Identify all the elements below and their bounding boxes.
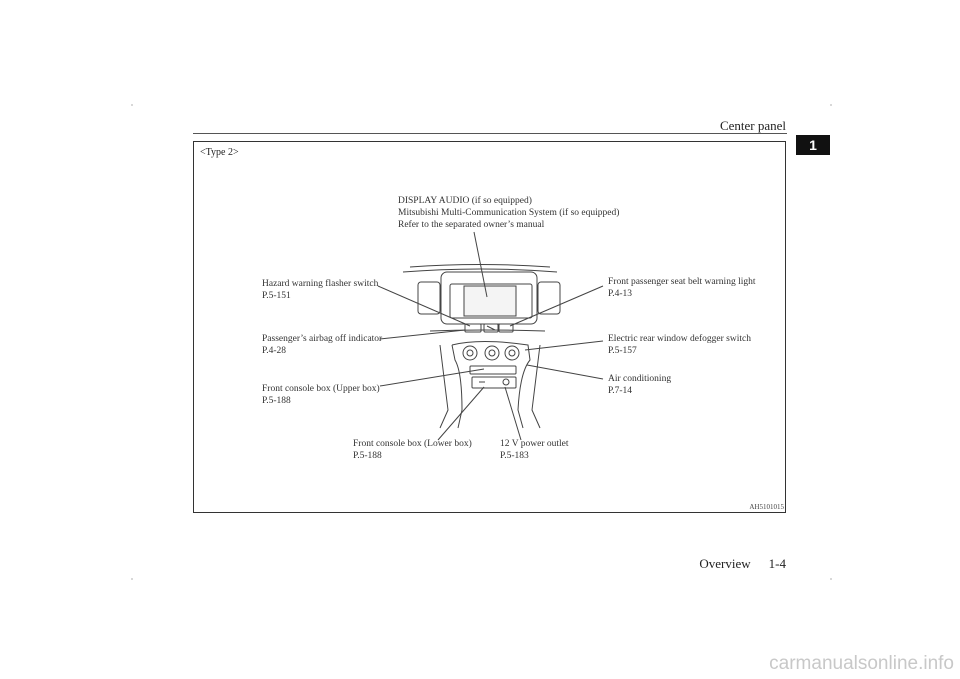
callout-hazard-switch: Hazard warning flasher switch P.5-151 bbox=[262, 279, 379, 301]
callout-air-conditioning: Air conditioning P.7-14 bbox=[608, 374, 672, 396]
callout-power-outlet: 12 V power outlet P.5-183 bbox=[500, 439, 569, 461]
page-header-title: Center panel bbox=[719, 118, 786, 133]
display-screen bbox=[464, 286, 516, 316]
left-vent bbox=[418, 282, 440, 314]
page-footer bbox=[681, 556, 786, 572]
callout-lower-box: Front console box (Lower box) P.5-188 bbox=[353, 439, 472, 461]
footer-section: Overview bbox=[699, 556, 751, 571]
callout-seat-belt-light: Front passenger seat belt warning light P.4-13 bbox=[608, 277, 756, 299]
knob bbox=[505, 346, 519, 360]
knob bbox=[463, 346, 477, 360]
watermark[interactable]: carmanualsonline.info bbox=[769, 653, 954, 674]
figure-type-label: <Type 2> bbox=[200, 147, 239, 158]
callout-airbag-indicator: Passenger’s airbag off indicator P.4-28 bbox=[262, 334, 383, 356]
power-outlet bbox=[503, 379, 509, 385]
knob bbox=[485, 346, 499, 360]
footer-page-number: 1-4 bbox=[768, 556, 786, 571]
image-code: AH5101015 bbox=[749, 503, 784, 511]
callout-upper-box: Front console box (Upper box) P.5-188 bbox=[262, 384, 380, 406]
callout-display-audio: DISPLAY AUDIO (if so equipped) Mitsubishi Multi-Communication System (if so equipped) Refer to the separated owner’s manual bbox=[398, 196, 620, 230]
callout-defogger-switch: Electric rear window defogger switch P.5-157 bbox=[608, 334, 751, 356]
section-tab[interactable]: 1 bbox=[796, 135, 830, 155]
